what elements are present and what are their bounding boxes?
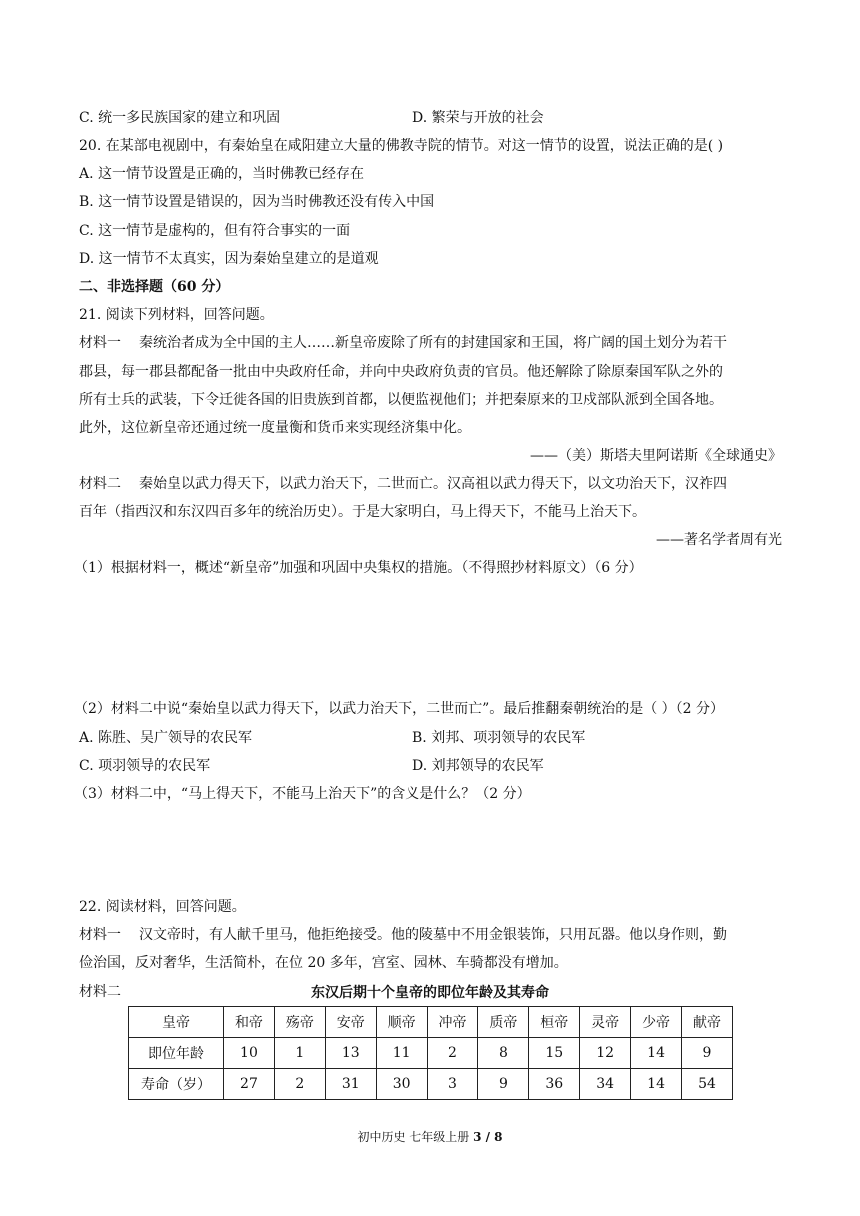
table-cell: 质帝 [478, 1007, 529, 1038]
footer-text: 初中历史 七年级上册 [357, 1130, 474, 1144]
q21-material1-line4: 此外，这位新皇帝还通过统一度量衡和货币来实现经济集中化。 [79, 420, 471, 436]
table-cell: 献帝 [682, 1007, 733, 1038]
q22-material1-label: 材料一 [79, 927, 121, 943]
q21-material2-line1 [79, 474, 782, 494]
table-cell: 14 [631, 1038, 682, 1069]
table-cell: 30 [376, 1069, 427, 1100]
table-cell: 13 [325, 1038, 376, 1069]
page-number: 3 / 8 [473, 1130, 503, 1144]
q21-sub3: （3）材料二中，“马上得天下，不能马上治天下”的含义是什么？（2 分） [74, 786, 531, 802]
page-footer [0, 1128, 860, 1145]
table-cell: 寿命（岁） [129, 1069, 224, 1100]
q21-sub2: （2）材料二中说“秦始皇以武力得天下，以武力治天下，二世而亡”。最后推翻秦朝统治的是（ ）（2 分） [74, 701, 725, 717]
q22-material1-text: 汉文帝时，有人献千里马，他拒绝接受。他的陵墓中不用金银装饰，只用瓦器。他以身作则，勤 [139, 927, 727, 943]
table-cell: 3 [427, 1069, 478, 1100]
table-cell: 15 [529, 1038, 580, 1069]
table-cell: 殇帝 [274, 1007, 325, 1038]
q21-material2-label: 材料二 [79, 476, 121, 492]
table-cell: 和帝 [224, 1007, 275, 1038]
q19-options-row [79, 108, 782, 128]
table-cell: 54 [682, 1069, 733, 1100]
q21-sub2-option-c: C. 项羽领导的农民军 [79, 758, 211, 774]
q21-material1-text: 秦统治者成为全中国的主人……新皇帝废除了所有的封建国家和王国，将广阔的国土划分为若干 [139, 335, 727, 351]
table-cell: 14 [631, 1069, 682, 1100]
table-cell: 12 [580, 1038, 631, 1069]
table-cell: 2 [427, 1038, 478, 1069]
table-cell: 顺帝 [376, 1007, 427, 1038]
q21-sub2-options-row2 [79, 756, 782, 776]
table-cell: 9 [682, 1038, 733, 1069]
table-row [129, 1038, 733, 1069]
table-cell: 8 [478, 1038, 529, 1069]
table-cell: 36 [529, 1069, 580, 1100]
table-title: 东汉后期十个皇帝的即位年龄及其寿命 [311, 985, 549, 1001]
emperors-table [128, 1006, 733, 1100]
q21-sub2-options-row1 [79, 728, 782, 748]
table-row [129, 1069, 733, 1100]
table-cell: 27 [224, 1069, 275, 1100]
q21-sub1: （1）根据材料一，概述“新皇帝”加强和巩固中央集权的措施。（不得照抄材料原文）（6 分） [74, 560, 643, 576]
q21-material1-label: 材料一 [79, 335, 121, 351]
q21-stem: 21. 阅读下列材料，回答问题。 [79, 307, 274, 323]
q22-material1-line2: 俭治国，反对奢华，生活简朴，在位 20 多年，宫室、园林、车骑都没有增加。 [79, 955, 568, 971]
table-cell: 9 [478, 1069, 529, 1100]
q22-material1-line1 [79, 925, 782, 945]
q20-option-c: C. 这一情节是虚构的，但有符合事实的一面 [79, 223, 351, 239]
q21-material1-line2: 郡县，每一郡县都配备一批由中央政府任命，并向中央政府负责的官员。他还解除了除原秦国军队之外的 [79, 364, 723, 380]
q19-option-d: D. 繁荣与开放的社会 [412, 110, 544, 126]
q21-material2-source: ——著名学者周有光 [656, 532, 782, 548]
table-cell: 1 [274, 1038, 325, 1069]
q19-option-c: C. 统一多民族国家的建立和巩固 [79, 110, 281, 126]
table-cell: 2 [274, 1069, 325, 1100]
q20-option-b: B. 这一情节设置是错误的，因为当时佛教还没有传入中国 [79, 194, 435, 210]
q20-option-d: D. 这一情节不太真实，因为秦始皇建立的是道观 [79, 251, 379, 267]
table-cell: 冲帝 [427, 1007, 478, 1038]
q21-sub2-option-b: B. 刘邦、项羽领导的农民军 [412, 730, 586, 746]
q21-material2-text: 秦始皇以武力得天下，以武力治天下，二世而亡。汉高祖以武力得天下，以文功治天下，汉祚四 [139, 476, 727, 492]
q22-stem: 22. 阅读材料，回答问题。 [79, 899, 246, 915]
table-cell: 31 [325, 1069, 376, 1100]
q21-material1-line1 [79, 333, 782, 353]
q21-material2-line2: 百年（指西汉和东汉四百多年的统治历史）。于是大家明白，马上得天下，不能马上治天下。 [79, 504, 646, 520]
table-cell: 灵帝 [580, 1007, 631, 1038]
table-cell: 34 [580, 1069, 631, 1100]
table-header-row [129, 1007, 733, 1038]
q20-stem: 20. 在某部电视剧中，有秦始皇在咸阳建立大量的佛教寺院的情节。对这一情节的设置，说法正确的是( ) [79, 138, 724, 154]
table-cell: 安帝 [325, 1007, 376, 1038]
q21-sub2-option-a: A. 陈胜、吴广领导的农民军 [79, 730, 253, 746]
q22-material2-label: 材料二 [79, 984, 121, 1000]
table-cell: 皇帝 [129, 1007, 224, 1038]
q21-material1-source: ——（美）斯塔夫里阿诺斯《全球通史》 [530, 448, 782, 464]
q21-sub2-option-d: D. 刘邦领导的农民军 [412, 758, 544, 774]
table-cell: 少帝 [631, 1007, 682, 1038]
table-cell: 桓帝 [529, 1007, 580, 1038]
table-cell: 10 [224, 1038, 275, 1069]
q21-material1-line3: 所有士兵的武装，下令迁徙各国的旧贵族到首都，以便监视他们；并把秦原来的卫戍部队派到全国各地。 [79, 392, 723, 408]
q20-option-a: A. 这一情节设置是正确的，当时佛教已经存在 [79, 166, 365, 182]
table-cell: 即位年龄 [129, 1038, 224, 1069]
section-title: 二、非选择题（60 分） [79, 279, 230, 295]
table-cell: 11 [376, 1038, 427, 1069]
